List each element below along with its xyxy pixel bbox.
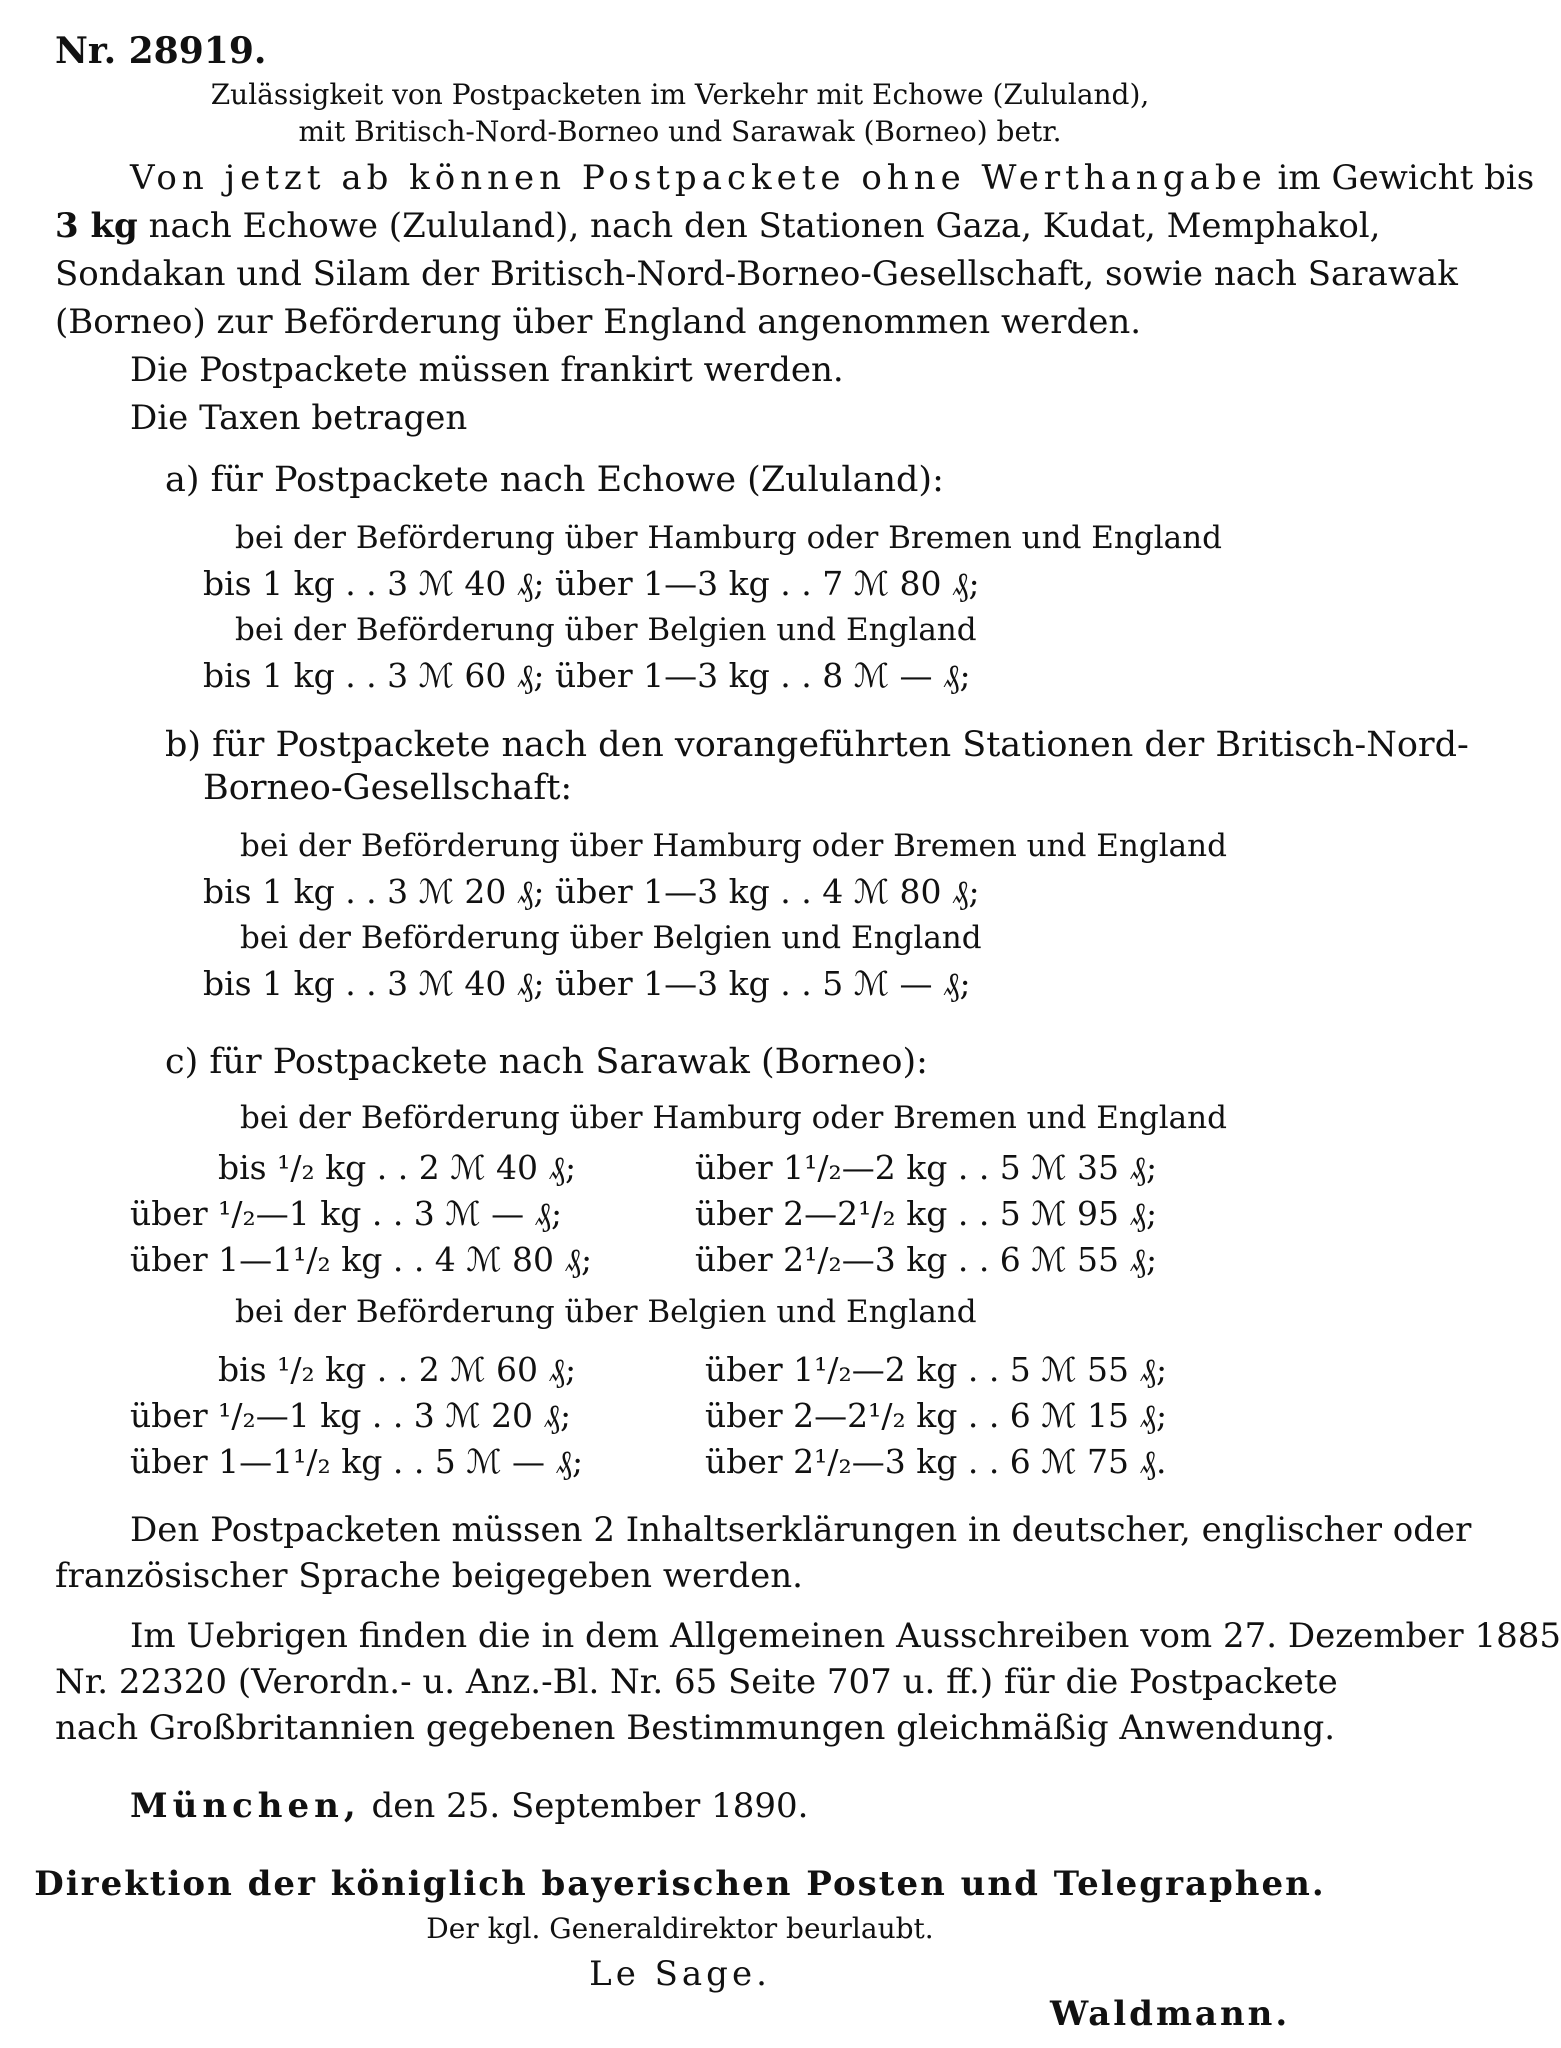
- subject-line-2: mit Britisch-Nord-Borneo und Sarawak (Borneo) betr.: [298, 115, 1062, 148]
- place-city: München,: [130, 1786, 361, 1826]
- section-c-rate-6-right: über 2¹/₂—3 kg . . 6 ℳ 75 ₰.: [705, 1442, 1167, 1481]
- section-c-route-2: bei der Beförderung über Belgien und England: [235, 1294, 977, 1330]
- remaining-line-3: nach Großbritannien gegebenen Bestimmungen gleichmäßig Anwendung.: [55, 1708, 1336, 1748]
- section-c-rate-3-right: über 2¹/₂—3 kg . . 6 ℳ 55 ₰;: [695, 1240, 1158, 1279]
- section-c-route-1: bei der Beförderung über Hamburg oder Bremen und England: [240, 1100, 1227, 1136]
- section-c-rate-1-left: bis ¹/₂ kg . . 2 ℳ 40 ₰;: [218, 1148, 577, 1187]
- section-c-rate-5-left: über ¹/₂—1 kg . . 3 ℳ 20 ₰;: [130, 1396, 572, 1435]
- section-c-rate-2-left: über ¹/₂—1 kg . . 3 ℳ — ₰;: [130, 1194, 563, 1233]
- declaration-line-1: Den Postpacketen müssen 2 Inhaltserklärungen in deutscher, englischer oder: [130, 1510, 1472, 1550]
- section-c-rate-3-left: über 1—1¹/₂ kg . . 4 ℳ 80 ₰;: [130, 1240, 593, 1279]
- section-c-rate-4-right: über 1¹/₂—2 kg . . 5 ℳ 55 ₰;: [705, 1350, 1168, 1389]
- intro-line-2: [55, 206, 1380, 246]
- remaining-line-1: Im Uebrigen finden die in dem Allgemeinen Ausschreiben vom 27. Dezember 1885: [130, 1616, 1561, 1656]
- section-a-route-1: bei der Beförderung über Hamburg oder Bremen und England: [235, 520, 1222, 556]
- section-c-rate-1-right: über 1¹/₂—2 kg . . 5 ℳ 35 ₰;: [695, 1148, 1158, 1187]
- signatory-2: Waldmann.: [1050, 1994, 1291, 2034]
- intro-emphasis: Von jetzt ab können Postpackete ohne Werthangabe: [130, 158, 1267, 198]
- signatory-1: Le Sage.: [589, 1954, 771, 1994]
- section-c-heading: c) für Postpackete nach Sarawak (Borneo):: [165, 1042, 928, 1082]
- section-a-route-2: bei der Beförderung über Belgien und England: [235, 612, 977, 648]
- subject-line-1: Zulässigkeit von Postpacketen im Verkehr mit Echowe (Zululand),: [210, 78, 1150, 111]
- issuing-authority: Direktion der königlich bayerischen Posten und Telegraphen.: [34, 1864, 1326, 1904]
- section-c-rate-4-left: bis ¹/₂ kg . . 2 ℳ 60 ₰;: [218, 1350, 577, 1389]
- declaration-line-2: französischer Sprache beigegeben werden.: [55, 1556, 803, 1596]
- section-c-rate-6-left: über 1—1¹/₂ kg . . 5 ℳ — ₰;: [130, 1442, 584, 1481]
- section-b-route-1: bei der Beförderung über Hamburg oder Bremen und England: [240, 828, 1227, 864]
- section-b-heading-2: Borneo-Gesellschaft:: [203, 768, 573, 808]
- remaining-line-2: Nr. 22320 (Verordn.- u. Anz.-Bl. Nr. 65 Seite 707 u. ff.) für die Postpackete: [55, 1662, 1338, 1702]
- signature-note: Der kgl. Generaldirektor beurlaubt.: [426, 1912, 934, 1945]
- taxen-line: Die Taxen betragen: [130, 398, 468, 438]
- section-a-rate-2: bis 1 kg . . 3 ℳ 60 ₰; über 1—3 kg . . 8 ℳ — ₰;: [203, 656, 971, 695]
- intro-line-1-rest: im Gewicht bis: [1266, 158, 1535, 198]
- intro-line-3: Sondakan und Silam der Britisch-Nord-Borneo-Gesellschaft, sowie nach Sarawak: [55, 254, 1458, 294]
- section-c-rate-2-right: über 2—2¹/₂ kg . . 5 ℳ 95 ₰;: [695, 1194, 1158, 1233]
- intro-weight: 3 kg: [55, 206, 138, 246]
- intro-line-4: (Borneo) zur Beförderung über England angenommen werden.: [55, 302, 1142, 342]
- place-date: [130, 1786, 808, 1826]
- section-b-rate-2: bis 1 kg . . 3 ℳ 40 ₰; über 1—3 kg . . 5 ℳ — ₰;: [203, 964, 971, 1003]
- intro-line-2-rest: nach Echowe (Zululand), nach den Stationen Gaza, Kudat, Memphakol,: [137, 206, 1381, 246]
- section-b-rate-1: bis 1 kg . . 3 ℳ 20 ₰; über 1—3 kg . . 4 ℳ 80 ₰;: [203, 872, 980, 911]
- frankirt-line: Die Postpackete müssen frankirt werden.: [130, 350, 844, 390]
- section-a-heading: a) für Postpackete nach Echowe (Zululand):: [165, 460, 944, 500]
- intro-line-1: [130, 158, 1534, 198]
- section-b-heading-1: b) für Postpackete nach den vorangeführten Stationen der Britisch-Nord-: [165, 725, 1469, 765]
- section-a-rate-1: bis 1 kg . . 3 ℳ 40 ₰; über 1—3 kg . . 7 ℳ 80 ₰;: [203, 564, 980, 603]
- section-c-rate-5-right: über 2—2¹/₂ kg . . 6 ℳ 15 ₰;: [705, 1396, 1168, 1435]
- section-b-route-2: bei der Beförderung über Belgien und England: [240, 920, 982, 956]
- document-number: Nr. 28919.: [55, 30, 267, 72]
- date-text: den 25. September 1890.: [360, 1786, 809, 1826]
